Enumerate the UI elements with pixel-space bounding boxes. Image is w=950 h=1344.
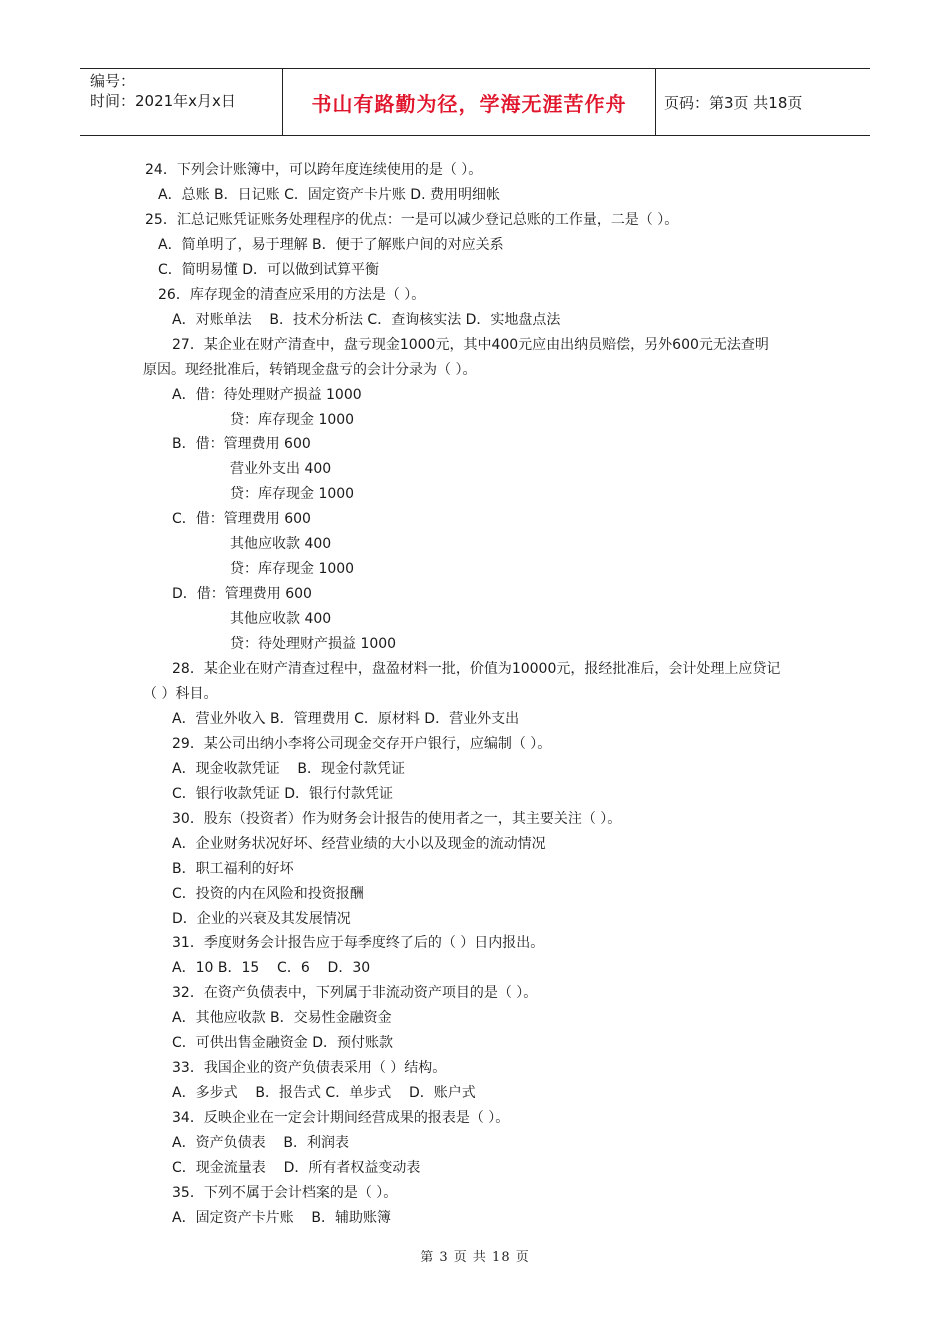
text-line: C．投资的内在风险和投资报酬 [172,885,364,902]
text-line: A．营业外收入 B．管理费用 C．原材料 D．营业外支出 [172,710,520,727]
text-line: B．借：管理费用 600 [172,436,311,453]
header-motto: 书山有路勤为径，学海无涯苦作舟 [311,91,627,116]
text-line: 27．某企业在财产清查中，盘亏现金1000元，其中400元应由出纳员赔偿，另外600元无法查明 [172,336,769,353]
text-line: 35．下列不属于会计档案的是（ ）。 [172,1184,398,1201]
text-line: A．其他应收款 B．交易性金融资金 [172,1010,392,1027]
text-line: 32．在资产负债表中，下列属于非流动资产项目的是（ ）。 [172,985,538,1002]
header-page-info: 页码：第3页 共18页 [664,93,803,112]
text-line: 贷：库存现金 1000 [230,561,355,578]
document-date: 时间：2021年x月x日 [90,92,236,110]
text-line: A．简单明了，易于理解 B．便于了解账户间的对应关系 [158,236,504,253]
text-line: 28．某企业在财产清查过程中，盘盈材料一批，价值为10000元，报经批准后，会计处理上应贷记 [172,661,781,677]
text-line: 营业外支出 400 [230,461,332,478]
text-line: C．现金流量表 D．所有者权益变动表 [172,1160,421,1176]
text-line: D．借：管理费用 600 [172,586,312,603]
text-line: C．借：管理费用 600 [172,511,311,528]
text-line: 31．季度财务会计报告应于每季度终了后的（ ）日内报出。 [172,935,545,952]
text-line: A．借：待处理财产损益 1000 [172,386,362,403]
header-meta [80,69,282,135]
text-line: 30．股东（投资者）作为财务会计报告的使用者之一，其主要关注（ ）。 [172,810,622,827]
text-line: 原因。现经批准后，转销现金盘亏的会计分录为（ ）。 [143,361,477,378]
text-line: 贷：库存现金 1000 [230,486,355,503]
text-line: A．10 B．15 C．6 D．30 [172,960,371,977]
text-line: C．可供出售金融资金 D．预付账款 [172,1035,394,1052]
text-line: 贷：库存现金 1000 [230,411,355,428]
text-line: A．企业财务状况好坏、经营业绩的大小以及现金的流动情况 [172,835,546,852]
text-line: 33．我国企业的资产负债表采用（ ）结构。 [172,1060,447,1077]
page-header [80,68,870,136]
text-line: 其他应收款 400 [230,611,332,628]
text-line: D．企业的兴衰及其发展情况 [172,910,351,927]
text-line: 25．汇总记账凭证账务处理程序的优点：一是可以减少登记总账的工作量，二是（ ）。 [145,211,679,228]
text-line: A．多步式 B．报告式 C．单步式 D．账户式 [172,1085,476,1102]
text-line: 其他应收款 400 [230,536,332,553]
text-line: 24．下列会计账簿中，可以跨年度连续使用的是（ ）。 [145,162,483,178]
text-line: C．银行收款凭证 D．银行付款凭证 [172,785,394,802]
text-line: C．简明易懂 D．可以做到试算平衡 [158,261,380,278]
text-line: A．现金收款凭证 B．现金付款凭证 [172,760,405,777]
text-line: A．对账单法 B．技术分析法 C．查询核实法 D．实地盘点法 [172,311,561,328]
text-line: 34．反映企业在一定会计期间经营成果的报表是（ ）。 [172,1110,510,1127]
page-footer: 第 3 页 共 18 页 [420,1250,530,1265]
text-line: （ ）科目。 [143,685,218,702]
text-line: 贷：待处理财产损益 1000 [230,636,397,653]
text-line: A．总账 B．日记账 C．固定资产卡片账 D. 费用明细帐 [158,186,500,203]
text-line: A．资产负债表 B．利润表 [172,1135,349,1152]
header-motto-cell [282,69,656,135]
text-line: B．职工福利的好坏 [172,860,294,877]
document-code: 编号： [90,72,136,90]
text-line: 29．某公司出纳小李将公司现金交存开户银行，应编制（ ）。 [172,735,552,752]
text-line: A．固定资产卡片账 B．辅助账簿 [172,1209,391,1226]
text-line: 26．库存现金的清查应采用的方法是（ ）。 [158,286,426,303]
